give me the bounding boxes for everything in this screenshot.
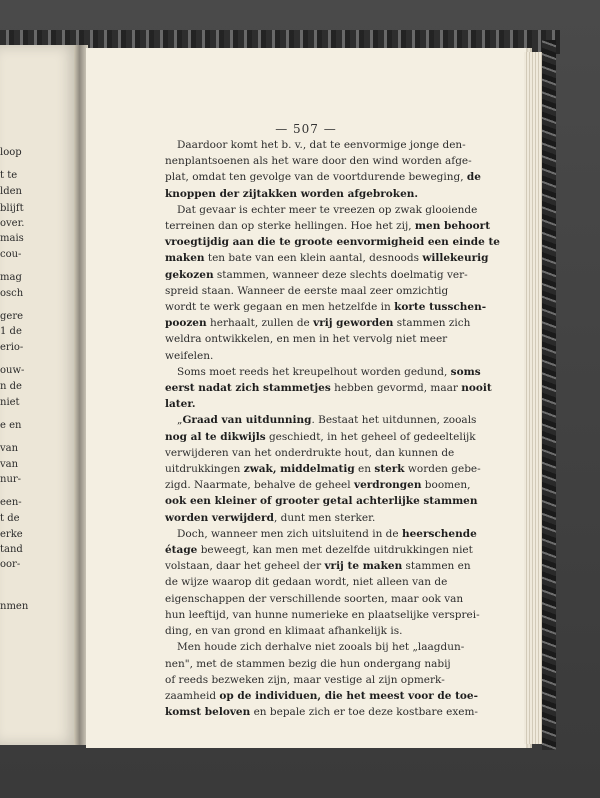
text-line [165, 299, 487, 315]
text-segment: hebben gevormd, maar [330, 382, 462, 395]
left-page-fragment: cou- [0, 249, 22, 260]
text-line [165, 704, 478, 720]
left-page-fragment: loop [0, 147, 22, 158]
bold-phrase: gekozen [165, 268, 214, 281]
text-line [165, 315, 471, 331]
text-line [165, 250, 489, 266]
left-page-fragment: lden [0, 186, 22, 197]
text-segment: stammen, wanneer deze slechts doelmatig ver- [213, 268, 468, 281]
text-line [165, 153, 472, 169]
left-page-fragment: gere [0, 311, 24, 322]
text-line [165, 364, 481, 380]
text-segment: Soms moet reeds het kreupelhout worden gedund, [177, 365, 451, 378]
text-line [165, 558, 471, 574]
text-segment: en [354, 463, 375, 476]
left-page-fragment: een- [0, 497, 22, 508]
left-page [0, 45, 78, 745]
text-line [165, 412, 477, 428]
bold-phrase: vrij geworden [313, 317, 394, 330]
left-page-fragment: erke [0, 529, 23, 540]
bold-phrase: ook een kleiner of grooter getal achterlijke stammen [165, 495, 478, 508]
left-page-fragment: ouw- [0, 365, 25, 376]
text-segment: boomen, [421, 479, 471, 492]
bold-phrase: men behoort [414, 220, 491, 233]
bold-phrase: soms [450, 365, 481, 378]
bold-phrase: poozen [165, 317, 207, 330]
left-page-fragment: blijft [0, 203, 24, 214]
text-segment: volstaan, daar het geheel der [165, 560, 325, 573]
left-page-fragment: mais [0, 233, 24, 244]
text-line [165, 493, 478, 509]
left-page-fragment: e en [0, 420, 22, 431]
text-segment: nen", met de stammen bezig die hun ondergang nabij [165, 657, 451, 670]
text-segment: weldra ontwikkelen, en men in het vervolg niet meer [165, 333, 448, 346]
text-line [165, 331, 448, 347]
bold-phrase: Graad van uitdunning [182, 414, 312, 427]
text-line [165, 607, 480, 623]
text-line [165, 202, 478, 218]
left-page-fragment: oor- [0, 559, 21, 570]
text-segment: terreinen dan op sterke hellingen. Hoe het zij, [165, 220, 415, 233]
text-segment: eigenschappen der verschillende soorten, maar ook van [165, 592, 464, 605]
text-line [165, 672, 445, 688]
text-line [165, 186, 433, 202]
text-line [165, 526, 477, 542]
bold-phrase: étage [165, 544, 198, 557]
left-page-fragment: nur- [0, 474, 22, 485]
text-segment: Men houde zich derhalve niet zooals bij het „laagdun- [177, 641, 465, 654]
text-line [165, 348, 433, 364]
text-segment: herhaalt, zullen de [206, 317, 314, 330]
text-line [165, 574, 448, 590]
left-page-fragment: van [0, 459, 19, 470]
text-line [165, 267, 468, 283]
left-page-fragment: t de [0, 513, 20, 524]
text-line [165, 380, 492, 396]
bold-phrase: later. [165, 398, 196, 411]
text-segment: en bepale zich er toe deze kostbare exem- [250, 706, 478, 719]
bold-phrase: sterk [374, 463, 405, 476]
text-line [165, 688, 478, 704]
left-page-fragment: 1 de [0, 326, 22, 337]
text-line [165, 283, 449, 299]
bold-phrase: komst beloven [165, 706, 251, 719]
text-line [165, 623, 433, 639]
text-segment: of reeds bezweken zijn, maar vestige al zijn opmerk- [165, 673, 445, 686]
bold-phrase: vrij te maken [324, 560, 403, 573]
left-page-fragment: tand [0, 544, 23, 555]
text-segment: ding, en van grond en klimaat afhankelijk is. [165, 625, 403, 638]
text-segment: Doch, wanneer men zich uitsluitend in de [177, 527, 402, 540]
text-segment: plat, omdat ten gevolge van de voortdurende beweging, [165, 171, 467, 184]
marbled-cover-edge [542, 40, 556, 750]
bold-phrase: verdrongen [353, 479, 422, 492]
text-line [165, 429, 476, 445]
text-line [165, 639, 465, 655]
text-line [165, 656, 451, 672]
text-segment: . Bestaat het uitdunnen, zooals [311, 414, 477, 427]
left-page-fragment: osch [0, 288, 24, 299]
left-page-fragment: mag [0, 272, 22, 283]
body-text [165, 137, 500, 720]
text-segment: uitdrukkingen [165, 463, 244, 476]
bold-phrase: worden verwijderd [165, 511, 274, 524]
text-segment: weifelen. [165, 349, 214, 362]
left-page-fragment: niet [0, 397, 20, 408]
bold-phrase: heerschende [401, 527, 477, 540]
bold-phrase: zwak, middelmatig [243, 463, 355, 476]
text-segment: Daardoor komt het b. v., dat te eenvormige jonge den- [177, 139, 466, 151]
left-page-fragment: n de [0, 381, 22, 392]
text-segment: hun leeftijd, van hunne numerieke en plaatselijke versprei- [165, 608, 480, 621]
bold-phrase: vroegtijdig aan die te groote eenvormigheid een einde te [165, 236, 500, 249]
bold-phrase: de [466, 171, 481, 184]
text-segment: Dat gevaar is echter meer te vreezen op zwak glooiende [177, 203, 478, 216]
left-page-fragment: erio- [0, 342, 24, 353]
bold-phrase: willekeurig [422, 252, 489, 265]
text-segment: stammen zich [393, 317, 471, 330]
text-segment: „ [177, 414, 183, 427]
text-segment: de wijze waarop dit gedaan wordt, niet alleen van de [165, 576, 448, 589]
text-line [165, 461, 481, 477]
page-number: — 507 — [275, 122, 337, 136]
text-segment: zigd. Naarmate, behalve de geheel [165, 479, 354, 492]
text-line [165, 477, 471, 493]
text-segment: worden gebe- [404, 463, 481, 476]
text-line [165, 510, 433, 526]
bold-phrase: nooit [461, 382, 492, 395]
text-segment: ten bate van een klein aantal, desnoods [204, 252, 423, 265]
text-line [165, 234, 500, 250]
text-segment: stammen en [402, 560, 471, 573]
text-line [165, 218, 491, 234]
bold-phrase: korte tusschen- [394, 301, 487, 314]
bold-phrase: nog al te dikwijls [165, 430, 266, 443]
text-line [165, 591, 464, 607]
text-segment: verwijderen van het onderdrukte hout, dan kunnen de [165, 446, 455, 459]
text-line [165, 396, 433, 412]
text-line [165, 445, 455, 461]
text-segment: nenplantsoenen als het ware door den wind worden afge- [165, 155, 472, 168]
text-segment: beweegt, kan men met dezelfde uitdrukkingen niet [197, 544, 473, 557]
left-page-fragment: t te [0, 170, 18, 181]
text-line [165, 542, 473, 558]
bold-phrase: eerst nadat zich stammetjes [165, 382, 331, 395]
text-segment: , dunt men sterker. [273, 511, 376, 524]
text-segment: geschiedt, in het geheel of gedeeltelijk [265, 430, 476, 443]
page-edge-stack [524, 52, 542, 744]
bold-phrase: op de individuen, die het meest voor de toe- [219, 689, 478, 702]
text-segment: wordt te werk gegaan en men hetzelfde in [165, 301, 395, 314]
text-segment: zaamheid [165, 689, 220, 702]
left-page-fragment: van [0, 443, 19, 454]
bold-phrase: maken [165, 252, 205, 265]
bold-phrase: knoppen der zijtakken worden afgebroken. [165, 187, 419, 200]
text-line [165, 137, 466, 153]
text-segment: spreid staan. Wanneer de eerste maal zeer omzichtig [165, 284, 449, 297]
left-page-fragment: over. [0, 218, 25, 229]
left-page-fragment: nmen [0, 601, 29, 612]
text-line [165, 169, 481, 185]
